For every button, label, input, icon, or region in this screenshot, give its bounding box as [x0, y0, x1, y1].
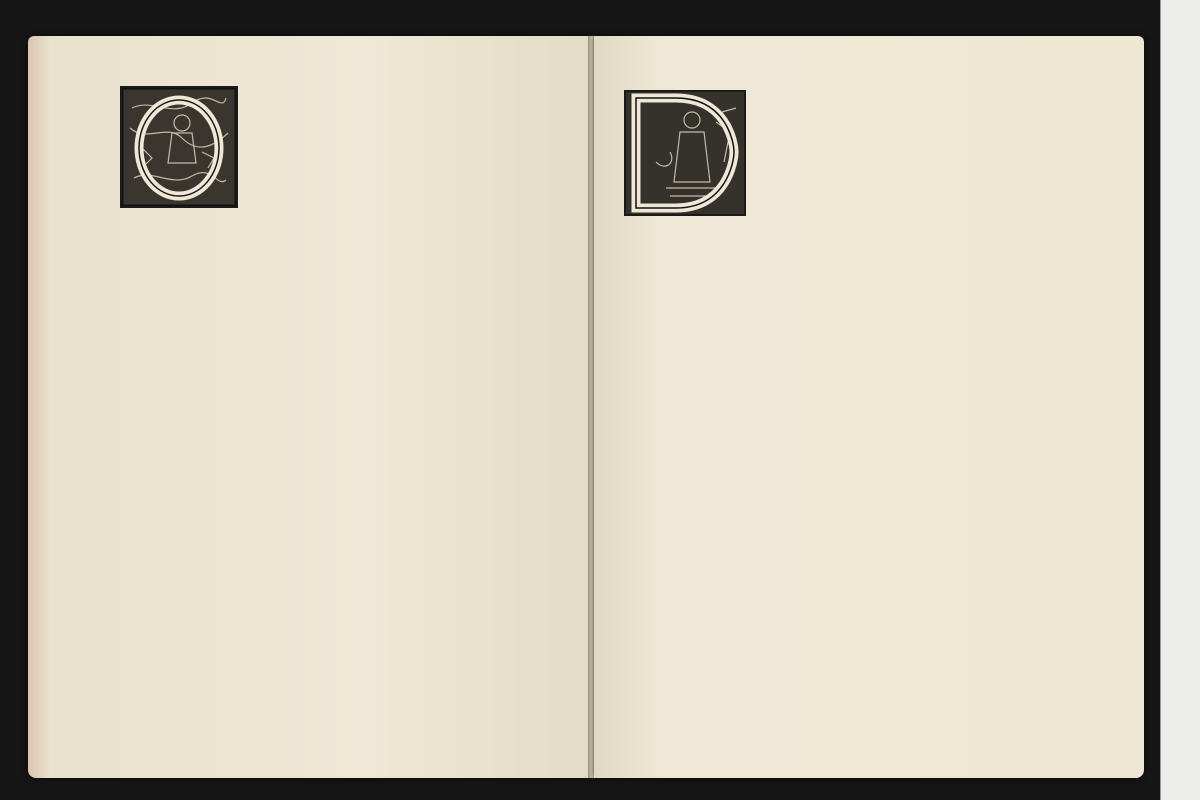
- left-page: [28, 36, 590, 778]
- woodcut-illustration-icon: [122, 88, 236, 206]
- decorated-initial-d: [624, 90, 746, 216]
- woodcut-illustration-icon: [626, 92, 744, 214]
- right-page: [594, 36, 1144, 778]
- decorated-initial-o: [120, 86, 238, 208]
- measurement-ruler: [1160, 0, 1200, 800]
